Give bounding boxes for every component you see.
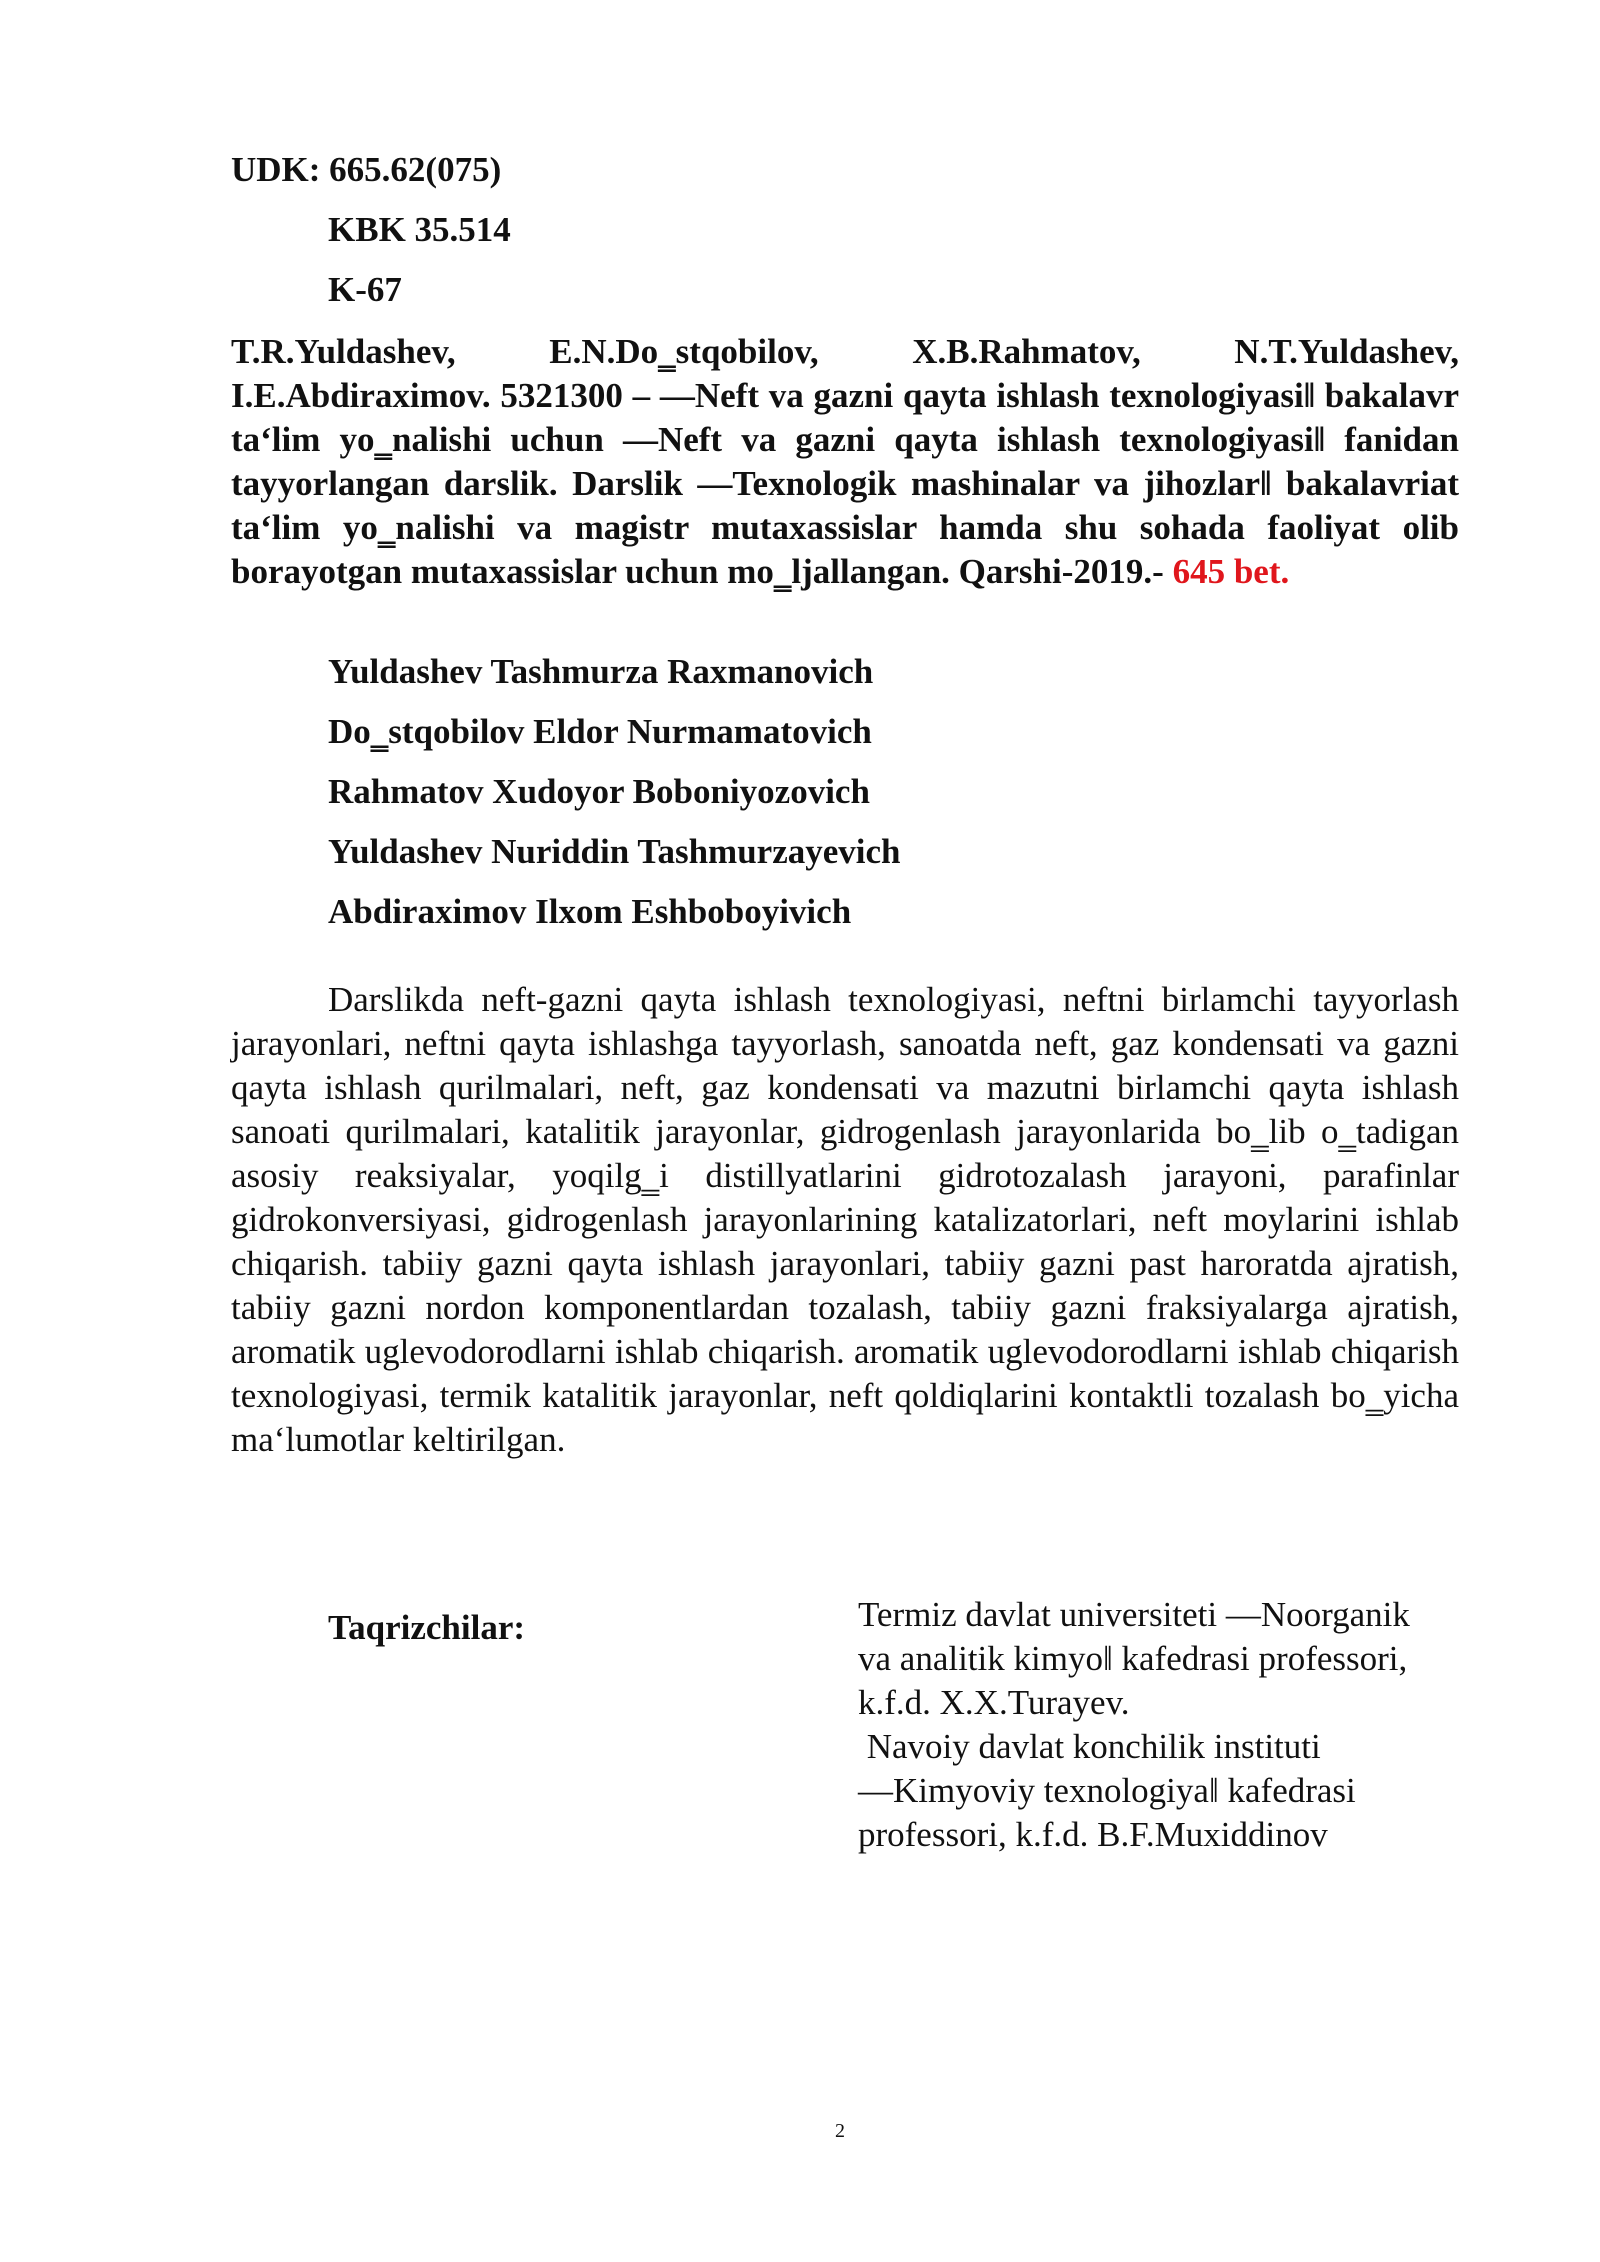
reviewers-label: Taqrizchilar: [328, 1608, 526, 1647]
reviewer-line: professori, k.f.d. B.F.Muxiddinov [858, 1815, 1328, 1854]
author-list [328, 650, 901, 950]
author-name: Yuldashev Tashmurza Raxmanovich [328, 652, 874, 691]
reviewer-line: Termiz davlat universiteti ―Noorganik [858, 1595, 1410, 1634]
author-mark-code: K-67 [328, 270, 402, 309]
abstract-paragraph: Darslikda neft-gazni qayta ishlash texnologiyasi, neftni birlamchi tayyorlash jarayonlari, neftni qayta ishlashga tayyorlash, sanoatda neft, gaz kondensati va gazni qayta ishlash qurilmalari, neft, gaz kondensati va mazutni birlamchi qayta ishlash sanoati qurilmalari, katalitik jarayonlar, gidrogenlash jarayonlarida bo‗lib o‗tadigan asosiy reaksiyalar, yoqilg‗i distillyatlarini gidrotozalash jarayoni, parafinlar gidrokonversiyasi, gidrogenlash jarayonlarining katalizatorlari, neft moylarini ishlab chiqarish. tabiiy gazni qayta ishlash jarayonlari, tabiiy gazni past haroratda ajratish, tabiiy gazni nordon komponentlardan tozalash, tabiiy gazni fraksiyalarga ajratish, aromatik uglevodorodlarni ishlab chiqarish. aromatik uglevodorodlarni ishlab chiqarish texnologiyasi, termik katalitik jarayonlar, neft qoldiqlarini kontaktli tozalash bo‗yicha ma‘lumotlar keltirilgan. [231, 980, 1459, 1459]
page-number: 2 [835, 2120, 845, 2142]
citation-text: T.R.Yuldashev, E.N.Do‗stqobilov, X.B.Rahmatov, N.T.Yuldashev, I.E.Abdiraximov. 5321300 – ―Neft va gazni qayta ishlash texnologiyasi‖ bakalavr ta‘lim yo‗nalishi uchun ―Neft va gazni qayta ishlash texnologiyasi‖ fanidan tayyorlangan darslik. Darslik ―Texnologik mashinalar va jihozlar‖ bakalavriat ta‘lim yo‗nalishi va magistr mutaxassislar hamda shu sohada faoliyat olib borayotgan mutaxassislar uchun mo‗ljallangan. Qarshi-2019.- [231, 332, 1459, 591]
bibliographic-citation [231, 330, 1459, 594]
author-name: Do‗stqobilov Eldor Nurmamatovich [328, 712, 872, 751]
reviewer-line: k.f.d. X.X.Turayev. [858, 1683, 1130, 1722]
author-name: Rahmatov Xudoyor Boboniyozovich [328, 772, 870, 811]
author-name: Abdiraximov Ilxom Eshboboyivich [328, 892, 852, 931]
reviewer-line: Navoiy davlat konchilik instituti [858, 1727, 1321, 1766]
kbk-code: KBK 35.514 [328, 210, 511, 249]
udk-code: UDK: 665.62(075) [231, 150, 502, 189]
page-count: 645 bet. [1172, 552, 1290, 591]
reviewer-line: ―Kimyoviy texnologiya‖ kafedrasi [858, 1771, 1356, 1810]
reviewer-line: va analitik kimyo‖ kafedrasi professori, [858, 1639, 1408, 1678]
author-name: Yuldashev Nuriddin Tashmurzayevich [328, 832, 901, 871]
reviewers-block [858, 1593, 1478, 1857]
